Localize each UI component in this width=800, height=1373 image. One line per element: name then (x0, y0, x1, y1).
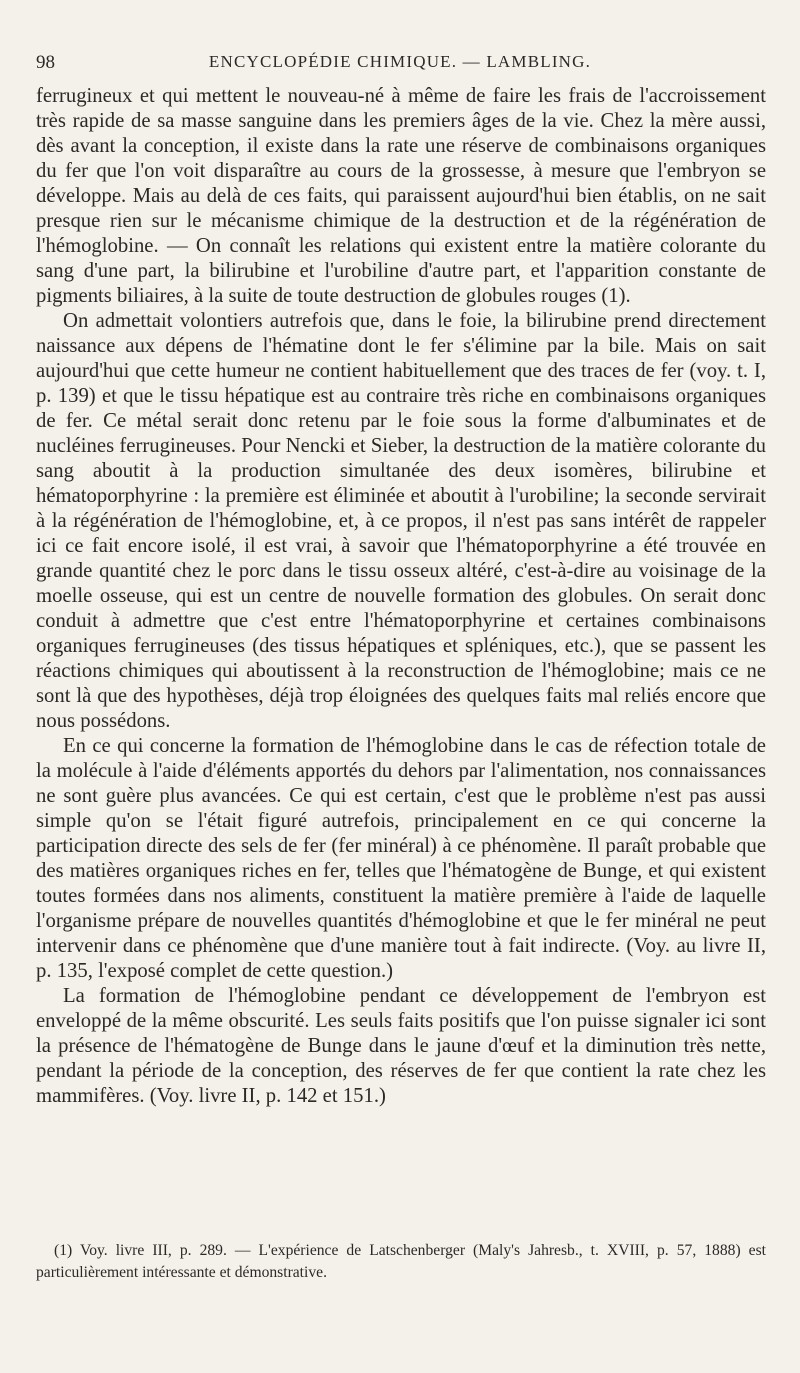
paragraph-1: ferrugineux et qui mettent le nouveau-né à même de faire les frais de l'accroissement très rapide de sa masse sanguine dans les premiers âges de la vie. Chez la mère aussi, dès avant la conception, il existe dans la rate une réserve de combinaisons organiques du fer que l'on voit disparaître au cours de la grossesse, à mesure que l'embryon se développe. Mais au delà de ces faits, qui paraissent aujourd'hui bien établis, on ne sait presque rien sur le mécanisme chimique de la destruction et de la régénération de l'hémoglobine. — On connaît les relations qui existent entre la matière colorante du sang d'une part, la bilirubine et l'urobiline d'autre part, et l'apparition constante de pigments biliaires, à la suite de toute destruction de globules rouges (1). (36, 85, 766, 307)
paragraph-4: La formation de l'hémoglobine pendant ce développement de l'embryon est enveloppé de la même obscurité. Les seuls faits positifs que l'on puisse signaler ici sont la présence de l'hématogène de Bunge dans le jaune d'œuf et la diminution très nette, pendant la période de la conception, des réserves de fer que contient la rate chez les mammifères. (Voy. livre II, p. 142 et 151.) (36, 985, 766, 1107)
page-header (36, 52, 764, 80)
body-text (36, 84, 766, 1109)
footnote: (1) Voy. livre III, p. 289. — L'expérience de Latschenberger (Maly's Jahresb., t. XVIII, p. 57, 1888) est particulièrement intéressante et démonstrative. (36, 1242, 766, 1281)
page-number: 98 (36, 52, 55, 73)
running-title: ENCYCLOPÉDIE CHIMIQUE. — LAMBLING. (208, 52, 592, 71)
paragraph-2: On admettait volontiers autrefois que, dans le foie, la bilirubine prend directement naissance aux dépens de l'hématine dont le fer s'élimine par la bile. Mais on sait aujourd'hui que cette humeur ne contient habituellement que des traces de fer (voy. t. I, p. 139) et que le tissu hépatique est au contraire très riche en combinaisons organiques de fer. Ce métal serait donc retenu par le foie sous la forme d'albuminates et de nucléines ferrugineuses. Pour Nencki et Sieber, la destruction de la matière colorante du sang aboutit à la production simultanée des deux isomères, bilirubine et hématoporphyrine : la première est éliminée et aboutit à l'urobiline; la seconde servirait à la régénération de l'hémoglobine, et, à ce propos, il n'est pas sans intérêt de rappeler ici ce fait encore isolé, il est vrai, à savoir que l'hématoporphyrine a été trouvée en grande quantité chez le porc dans le tissu osseux altéré, c'est-à-dire au voisinage de la moelle osseuse, qui est un centre de nouvelle formation des globules. On serait donc conduit à admettre que c'est entre l'hématoporphyrine et certaines combinaisons organiques ferrugineuses (des tissus hépatiques et spléniques, etc.), que se passent les réactions chimiques qui aboutissent à la reconstruction de l'hémoglobine; mais ce ne sont là que des hypothèses, déjà trop éloignées des quelques faits mal reliés encore que nous possédons. (36, 310, 766, 732)
paragraph-3: En ce qui concerne la formation de l'hémoglobine dans le cas de réfection totale de la molécule à l'aide d'éléments apportés du dehors par l'alimentation, nos connaissances ne sont guère plus avancées. Ce qui est certain, c'est que le problème n'est pas aussi simple qu'on se l'était figuré autrefois, principalement en ce qui concerne la participation directe des sels de fer (fer minéral) à ce phénomène. Il paraît probable que des matières organiques riches en fer, telles que l'hématogène de Bunge, et qui existent toutes formées dans nos aliments, constituent la matière première à l'aide de laquelle l'organisme prépare de nouvelles quantités d'hémoglobine et que le fer minéral ne peut intervenir dans ce phénomène que d'une manière tout à fait indirecte. (Voy. au livre II, p. 135, l'exposé complet de cette question.) (36, 735, 766, 982)
